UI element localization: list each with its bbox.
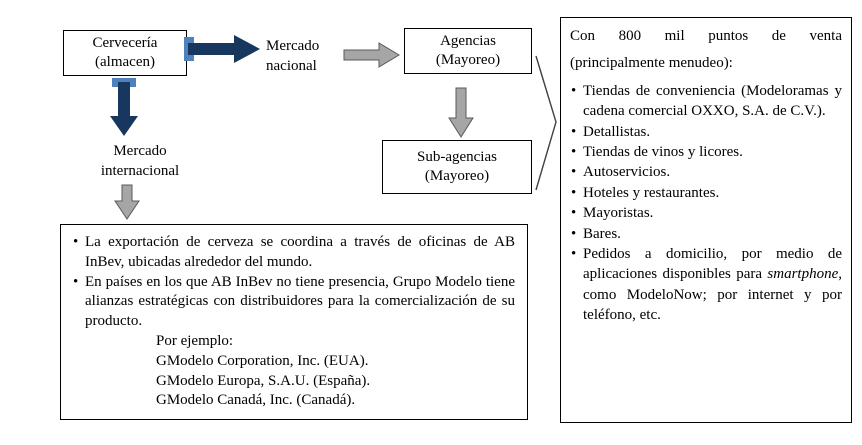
node-agencias: [404, 28, 532, 74]
node-label-line: Mercado: [113, 143, 167, 159]
retail-bullet: • Mayoristas.: [570, 203, 842, 223]
label-mercado-internacional: [90, 142, 190, 181]
node-label-line: Cervecería: [92, 34, 158, 51]
node-label-line: (Mayoreo): [435, 52, 501, 68]
example-item: GModelo Corporation, Inc. (EUA).: [156, 352, 369, 369]
node-label-line: (Mayoreo): [424, 168, 490, 184]
node-subagencias: [382, 140, 532, 194]
export-examples: [71, 332, 515, 411]
retail-bullet: • Tiendas de vinos y licores.: [570, 142, 842, 162]
examples-label: Por ejemplo:: [156, 332, 234, 349]
label-mercado-nacional: [266, 37, 346, 76]
export-info-box: [60, 224, 528, 420]
retail-info-box: [560, 17, 852, 423]
node-label-line: Mercado: [266, 38, 320, 54]
example-item: GModelo Canadá, Inc. (Canadá).: [156, 392, 356, 409]
pedidos-text-italic: smartphone: [767, 266, 839, 283]
arrow-mercado-nacional-to-agencias-icon: [343, 41, 401, 69]
retail-bullet: • Tiendas de conveniencia (Modeloramas y cadena comercial OXXO, S.A. de C.V.).: [570, 81, 842, 122]
brace-connector-icon: [528, 48, 562, 198]
retail-bullet: • Bares.: [570, 224, 842, 244]
node-label-line: internacional: [100, 162, 180, 179]
retail-intro-line2: (principalmente menudeo):: [570, 55, 733, 72]
node-label-line: (almacen): [95, 54, 155, 70]
retail-bullet: • Hoteles y restaurantes.: [570, 183, 842, 203]
export-bullet: • En países en los que AB InBev no tiene presencia, Grupo Modelo tiene alianzas estratégicas con distribuidores para la comercialización de su producto.: [71, 273, 515, 332]
arrow-cerveceria-to-mercado-nacional-icon: [184, 33, 262, 65]
node-cerveceria: [63, 30, 187, 76]
pedidos-text-post: , como ModeloNow; por internet y por teléfono, etc.: [583, 266, 842, 324]
export-bullet: • La exportación de cerveza se coordina a través de oficinas de AB InBev, ubicadas alrededor del mundo.: [71, 233, 515, 273]
node-label-line: nacional: [266, 57, 317, 74]
arrow-cerveceria-to-mercado-internacional-icon: [107, 78, 141, 138]
retail-bullet: • Detallistas.: [570, 122, 842, 142]
node-label-line: Agencias: [440, 32, 496, 49]
node-label-line: Sub-agencias: [417, 148, 497, 165]
retail-bullet: • Autoservicios.: [570, 162, 842, 182]
retail-intro-line1: Con 800 mil puntos de venta: [570, 28, 842, 44]
arrow-agencias-to-subagencias-icon: [446, 87, 476, 139]
arrow-mercado-internacional-to-export-box-icon: [112, 184, 142, 221]
example-item: GModelo Europa, S.A.U. (España).: [156, 372, 371, 389]
pedidos-text-pre: Pedidos a domicilio, por medio de aplicaciones disponibles para: [583, 245, 842, 283]
retail-bullet-pedidos: [570, 244, 842, 326]
